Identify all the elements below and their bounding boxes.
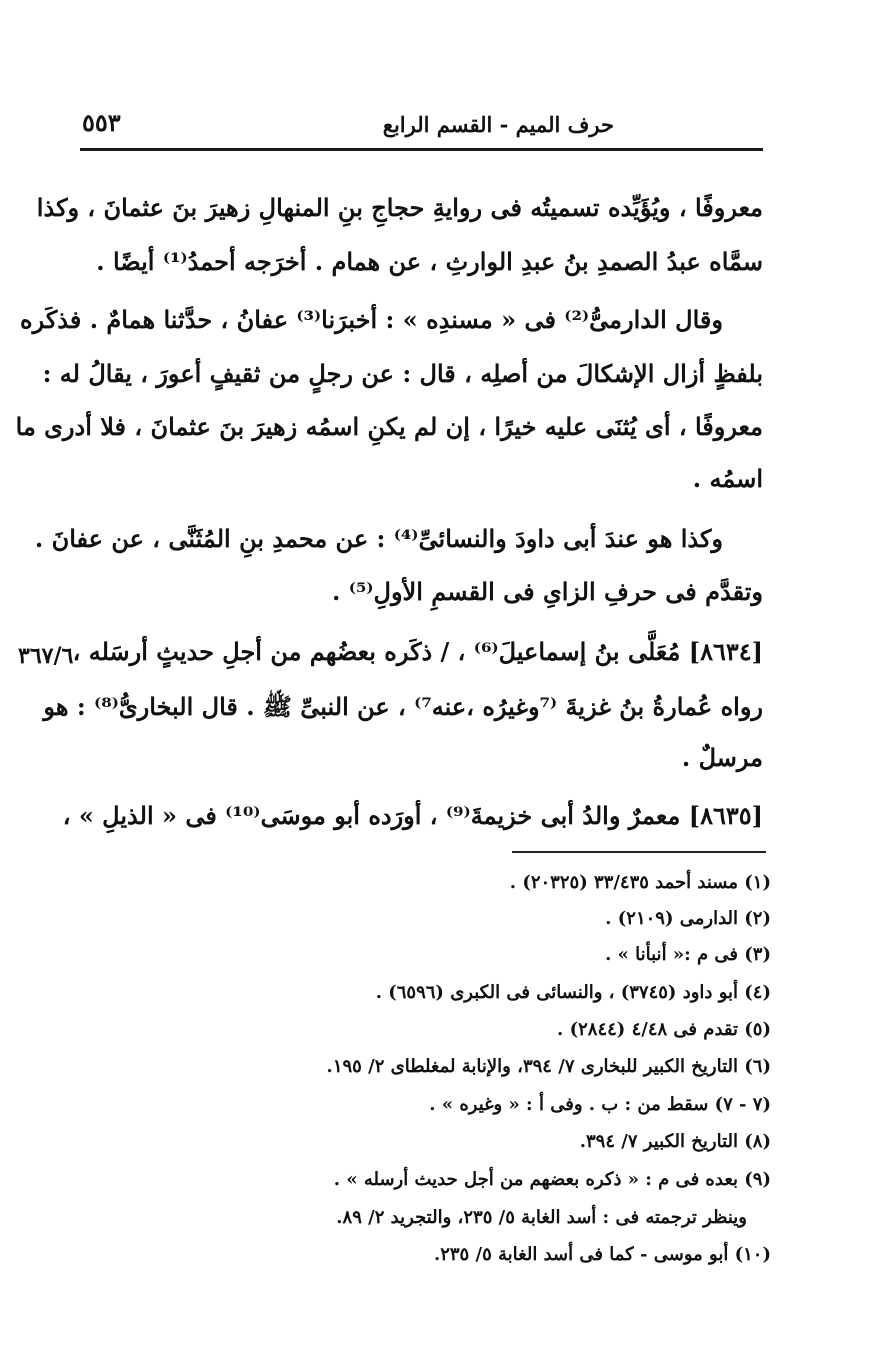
footnote-rule: [512, 851, 766, 853]
footnote-4: (٤) أبو داود (٣٧٤٥) ، والنسائى فى الكبرى (٦٥٩٦) .: [375, 982, 771, 1003]
footnote-2: (٢) الدارمى (٢١٠٩) .: [605, 908, 771, 929]
footnote-5: (٥) تقدم فى ٤/٤٨ (٢٨٤٤) .: [557, 1019, 771, 1040]
margin-volume-reference: ٣٦٧/٦: [18, 643, 74, 669]
body-line-1: معروفًا ، ويُؤَيِّده تسميتُه فى روايةِ حجاجِ بنِ المنهالِ زهيرَ بنَ عثمانَ ، وكذا: [36, 193, 763, 222]
footnote-7: (٧ - ٧) سقط من : ب . وفى أ : « وغيره » .: [429, 1094, 771, 1115]
footnote-6: (٦) التاريخ الكبير للبخارى ٧/ ٣٩٤، والإنابة لمغلطاى ٢/ ١٩٥.: [326, 1056, 771, 1077]
header-rule: [80, 148, 763, 151]
body-line-9: رواه عُمارةُ بنُ غزيةَ ⁽⁷وغيرُه ،عنه⁷⁾ ، عن النبىِّ ﷺ . قال البخارىُّ⁽⁸⁾ : هو: [43, 692, 763, 721]
footnote-10: (١٠) أبو موسى - كما فى أسد الغابة ٥/ ٢٣٥.: [433, 1244, 771, 1265]
entry-8635: [63, 800, 763, 832]
page-number: ٥٥٣: [82, 108, 121, 137]
entry-name: معمرٌ والدُ أبى خزيمةَ⁽⁹⁾: [445, 801, 681, 830]
entry-number: [٨٦٣٥]: [688, 801, 763, 830]
body-line-5: معروفًا ، أى يُثنَى عليه خيرًا ، إن لم يكنِ اسمُه زهيرَ بنَ عثمانَ ، فلا أدرى ما: [15, 412, 763, 441]
footnote-9: (٩) بعده فى م : « ذكره بعضهم من أجل حديث أرسله » .: [333, 1169, 771, 1190]
body-line-3: وقال الدارمىُّ⁽²⁾ فى « مسندِه » : أخبرَنا⁽³⁾ عفانُ ، حدَّثنا همامٌ . فذكَره: [20, 305, 723, 334]
entry-text: ، أورَده أبو موسَى⁽¹⁰⁾ فى « الذيلِ » ،: [62, 801, 438, 830]
footnote-8: (٨) التاريخ الكبير ٧/ ٣٩٤.: [579, 1131, 771, 1152]
entry-text: ، / ذكَره بعضُهم من أجلِ حديثٍ أرسَله ،: [72, 637, 466, 666]
body-line-4: بلفظٍ أزال الإشكالَ من أصلِه ، قال : عن رجلٍ من ثقيفٍ أعورَ ، يقالُ له :: [42, 359, 763, 388]
body-line-10: مرسلٌ .: [681, 743, 763, 772]
body-line-2: سمَّاه عبدُ الصمدِ بنُ عبدِ الوارثِ ، عن همام . أخرَجه أحمدُ⁽¹⁾ أيضًا .: [96, 247, 763, 276]
entry-number: [٨٦٣٤]: [688, 637, 763, 666]
body-line-6: اسمُه .: [692, 464, 763, 493]
footnote-3: (٣) فى م :« أنبأنا » .: [605, 944, 771, 965]
entry-8634: [72, 636, 763, 668]
body-line-8: وتقدَّم فى حرفِ الزاىِ فى القسمِ الأولِ⁽⁵⁾ .: [332, 577, 763, 606]
running-header-title: حرف الميم - القسم الرابع: [382, 112, 614, 137]
body-line-7: وكذا هو عندَ أبى داودَ والنسائىِّ⁽⁴⁾ : عن محمدِ بنِ المُثَنَّى ، عن عفانَ .: [34, 524, 723, 553]
footnote-9-continuation: وينظر ترجمته فى : أسد الغابة ٥/ ٢٣٥، والتجريد ٢/ ٨٩.: [336, 1207, 747, 1228]
entry-name: مُعَلَّى بنُ إسماعيلَ⁽⁶⁾: [473, 637, 681, 666]
footnote-1: (١) مسند أحمد ٣٣/٤٣٥ (٢٠٣٢٥) .: [509, 872, 771, 893]
